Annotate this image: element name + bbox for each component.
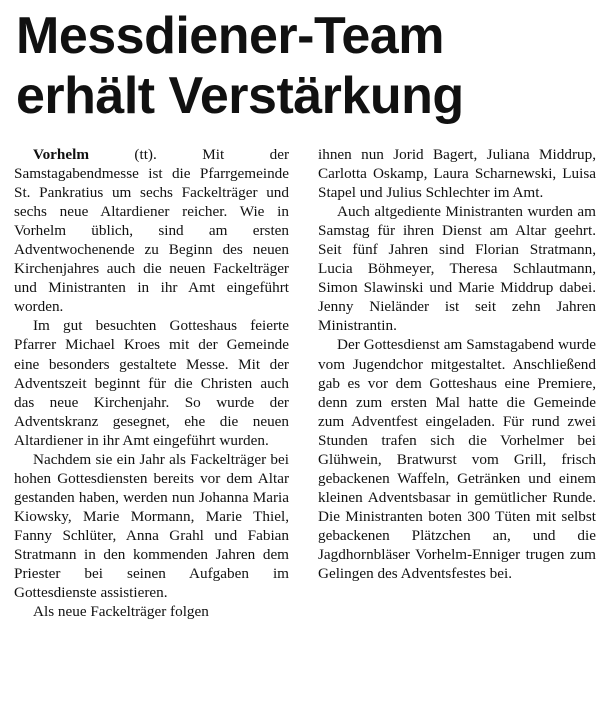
article-paragraph-4: Als neue Fackelträger folgen bbox=[33, 603, 209, 621]
article-paragraph-5: Auch altgediente Ministranten wurden am Samstag für ihren Dienst am Altar geehrt. Seit fünf Jahren sind Florian Stratmann, Lucia Böhmeyer, Theresa Schlautmann, Simon Slawinski und Marie Middrup dabei. Jenny Nieländer ist seit zehn Jahren Ministrantin. bbox=[318, 203, 596, 335]
headline-line-2: erhält Verstärkung bbox=[16, 67, 464, 125]
article-paragraph-1 bbox=[14, 145, 289, 316]
dateline: Vorhelm bbox=[33, 146, 89, 163]
article-paragraph-3: Nachdem sie ein Jahr als Fackelträger bei hohen Gottesdiensten bereits vor dem Altar gestanden haben, werden nun Johanna Maria Kiowsky, Marie Mormann, Marie Thiel, Fanny Schlüter, Anna Grahl und Fabian Stratmann in den kommenden Jahren dem Priester bei seinen Aufgaben im Gottesdienste assistieren. bbox=[14, 450, 289, 602]
article-column-left bbox=[14, 145, 289, 621]
article-paragraph-6: Der Gottesdienst am Samstagabend wurde vom Jugendchor mitgestaltet. Anschließend gab es vor dem Gotteshaus eine Premiere, denn zum ersten Mal hatte die Gemeinde zum Adventfest eingeladen. Für rund zwei Stunden trafen sich die Vorhelmer bei Glühwein, Bratwurst vom Grill, frisch gebackenen Waffeln, Getränken und einem kleinen Adventsbasar in gemütlicher Runde. Die Ministranten boten 300 Tüten mit selbst gebackenen Plätzchen an, und die Jagdhornbläser Vorhelm-Enniger trugen zum Gelingen des Adventsfestes bei. bbox=[318, 336, 596, 583]
headline bbox=[16, 6, 596, 126]
article-paragraph-2: Im gut besuchten Gotteshaus feierte Pfarrer Michael Kroes mit der Gemeinde eine besonders gestaltete Messe. Mit der Adventszeit beginnt für die Christen auch das neue Kirchenjahr. So wurde der Adventskranz gesegnet, ehe die neuen Altardiener in ihr Amt eingeführt wurden. bbox=[14, 317, 289, 449]
article-column-right bbox=[318, 145, 596, 583]
headline-line-1: Messdiener-Team bbox=[16, 7, 444, 65]
article-paragraph-4-continued: ihnen nun Jorid Bagert, Juliana Middrup, Carlotta Oskamp, Laura Scharnewski, Luisa Stapel und Julius Schlechter im Amt. bbox=[318, 146, 596, 202]
paragraph-1-text: (tt). Mit der Samstagabendmesse ist die Pfarrgemeinde St. Pankratius um sechs Fackelträger und sechs neue Altardiener reicher. Wie in Vorhelm üblich, sind am ersten Adventwochenende zu Beginn des neuen Kirchenjahres auch die neuen Fackelträger und Ministranten in ihr Amt eingeführt worden. bbox=[14, 146, 289, 316]
